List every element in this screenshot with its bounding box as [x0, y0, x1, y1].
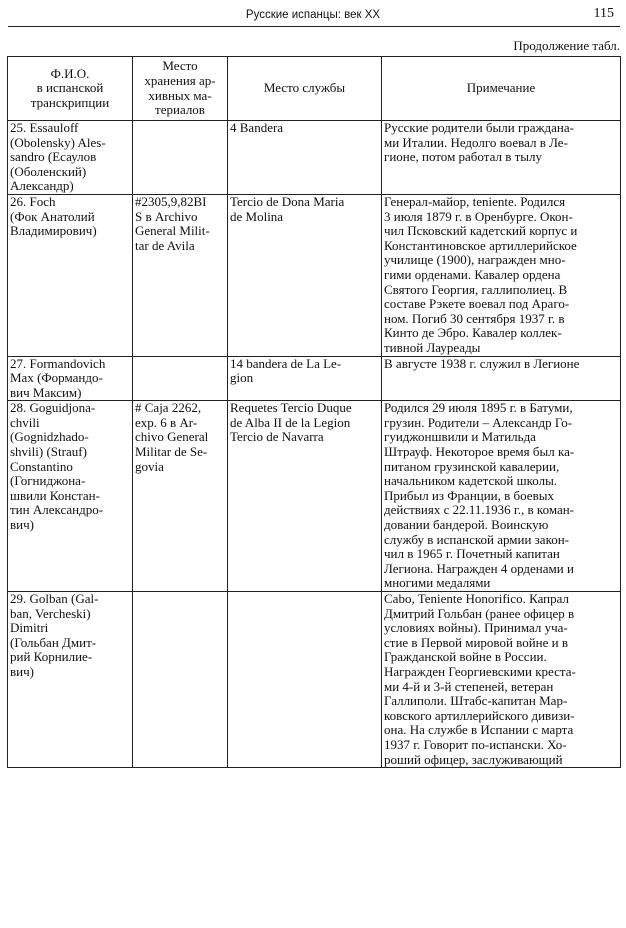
cell-archive [133, 356, 228, 401]
cell-name: 25. Essauloff (Obolensky) Ales- sandro (Есаулов (Оболенский) Александр) [8, 121, 133, 195]
cell-service: Requetes Tercio Duque de Alba II de la Legion Tercio de Navarra [228, 401, 382, 592]
column-header-service: Место службы [228, 57, 382, 121]
cell-note: В августе 1938 г. служил в Легионе [382, 356, 621, 401]
table-row [8, 592, 621, 768]
cell-name: 26. Foch (Фок Анатолий Владимирович) [8, 194, 133, 356]
cell-archive [133, 121, 228, 195]
cell-archive: #2305,9,82BI S в Archivo General Milit- tar de Avila [133, 194, 228, 356]
cell-name: 28. Goguidjona- chvili (Gognidzhado- shvili) (Strauf) Constantino (Гогниджона- швили Констан- тин Александро- вич) [8, 401, 133, 592]
table-row [8, 356, 621, 401]
cell-note: Родился 29 июля 1895 г. в Батуми, грузин. Родители – Александр Го- гуиджоншвили и Матильда Штрауф. Некоторое время был ка- питаном грузинской кавалерии, начальником кадетской школы. Прибыл из Франции, в боевых действиях с 22.11.1936 г., в коман- довании бандерой. Воинскую службу в испанской армии закон- чил в 1965 г. Почетный капитан Легиона. Награжден 4 орденами и многими медалями [382, 401, 621, 592]
column-header-note: Примечание [382, 57, 621, 121]
cell-name: 27. Formandovich Max (Формандо- вич Максим) [8, 356, 133, 401]
cell-service: 14 bandera de La Le- gion [228, 356, 382, 401]
emigrants-table [7, 56, 621, 768]
table-row [8, 194, 621, 356]
table-row [8, 401, 621, 592]
cell-note: Cabo, Teniente Honorifico. Капрал Дмитрий Гольбан (ранее офицер в условиях войны). Принимал уча- стие в Первой мировой войне и в Гражданской войне в России. Награжден Георгиевскими креста- ми 4-й и 3-й степеней, ветеран Галлиполи. Штабс-капитан Мар- ковского артиллерийского дивизи- она. На службе в Испании с марта 1937 г. Говорит по-испански. Хо- роший офицер, заслуживающий [382, 592, 621, 768]
cell-service: 4 Bandera [228, 121, 382, 195]
table-header-row [8, 57, 621, 121]
cell-name: 29. Golban (Gal- ban, Vercheski) Dimitri (Гольбан Дмит- рий Корнилие- вич) [8, 592, 133, 768]
cell-archive: # Caja 2262, exp. 6 в Ar- chivo General Militar de Se- govia [133, 401, 228, 592]
table-row [8, 121, 621, 195]
column-header-name: Ф.И.О. в испанской транскрипции [8, 57, 133, 121]
cell-service [228, 592, 382, 768]
cell-note: Русские родители были граждана- ми Италии. Недолго воевал в Ле- гионе, потом работал в тылу [382, 121, 621, 195]
column-header-archive: Место хранения ар- хивных ма- териалов [133, 57, 228, 121]
running-title: Русские испанцы: век XX [245, 9, 381, 21]
page-number: 115 [593, 6, 614, 21]
cell-service: Tercio de Dona Maria de Molina [228, 194, 382, 356]
cell-archive [133, 592, 228, 768]
header-rule [8, 26, 620, 27]
cell-note: Генерал-майор, teniente. Родился 3 июля 1879 г. в Оренбурге. Окон- чил Псковский кадетский корпус и Константиновское артиллерийское училище (1900), награжден мно- гими орденами. Кавалер ордена Святого Георгия, галлиполиец. В составе Рэкете воевал под Араго- ном. Погиб 30 сентября 1937 г. в Кинто де Эбро. Кавалер коллек- тивной Лауреады [382, 194, 621, 356]
table-continuation-note: Продолжение табл. [513, 38, 620, 53]
